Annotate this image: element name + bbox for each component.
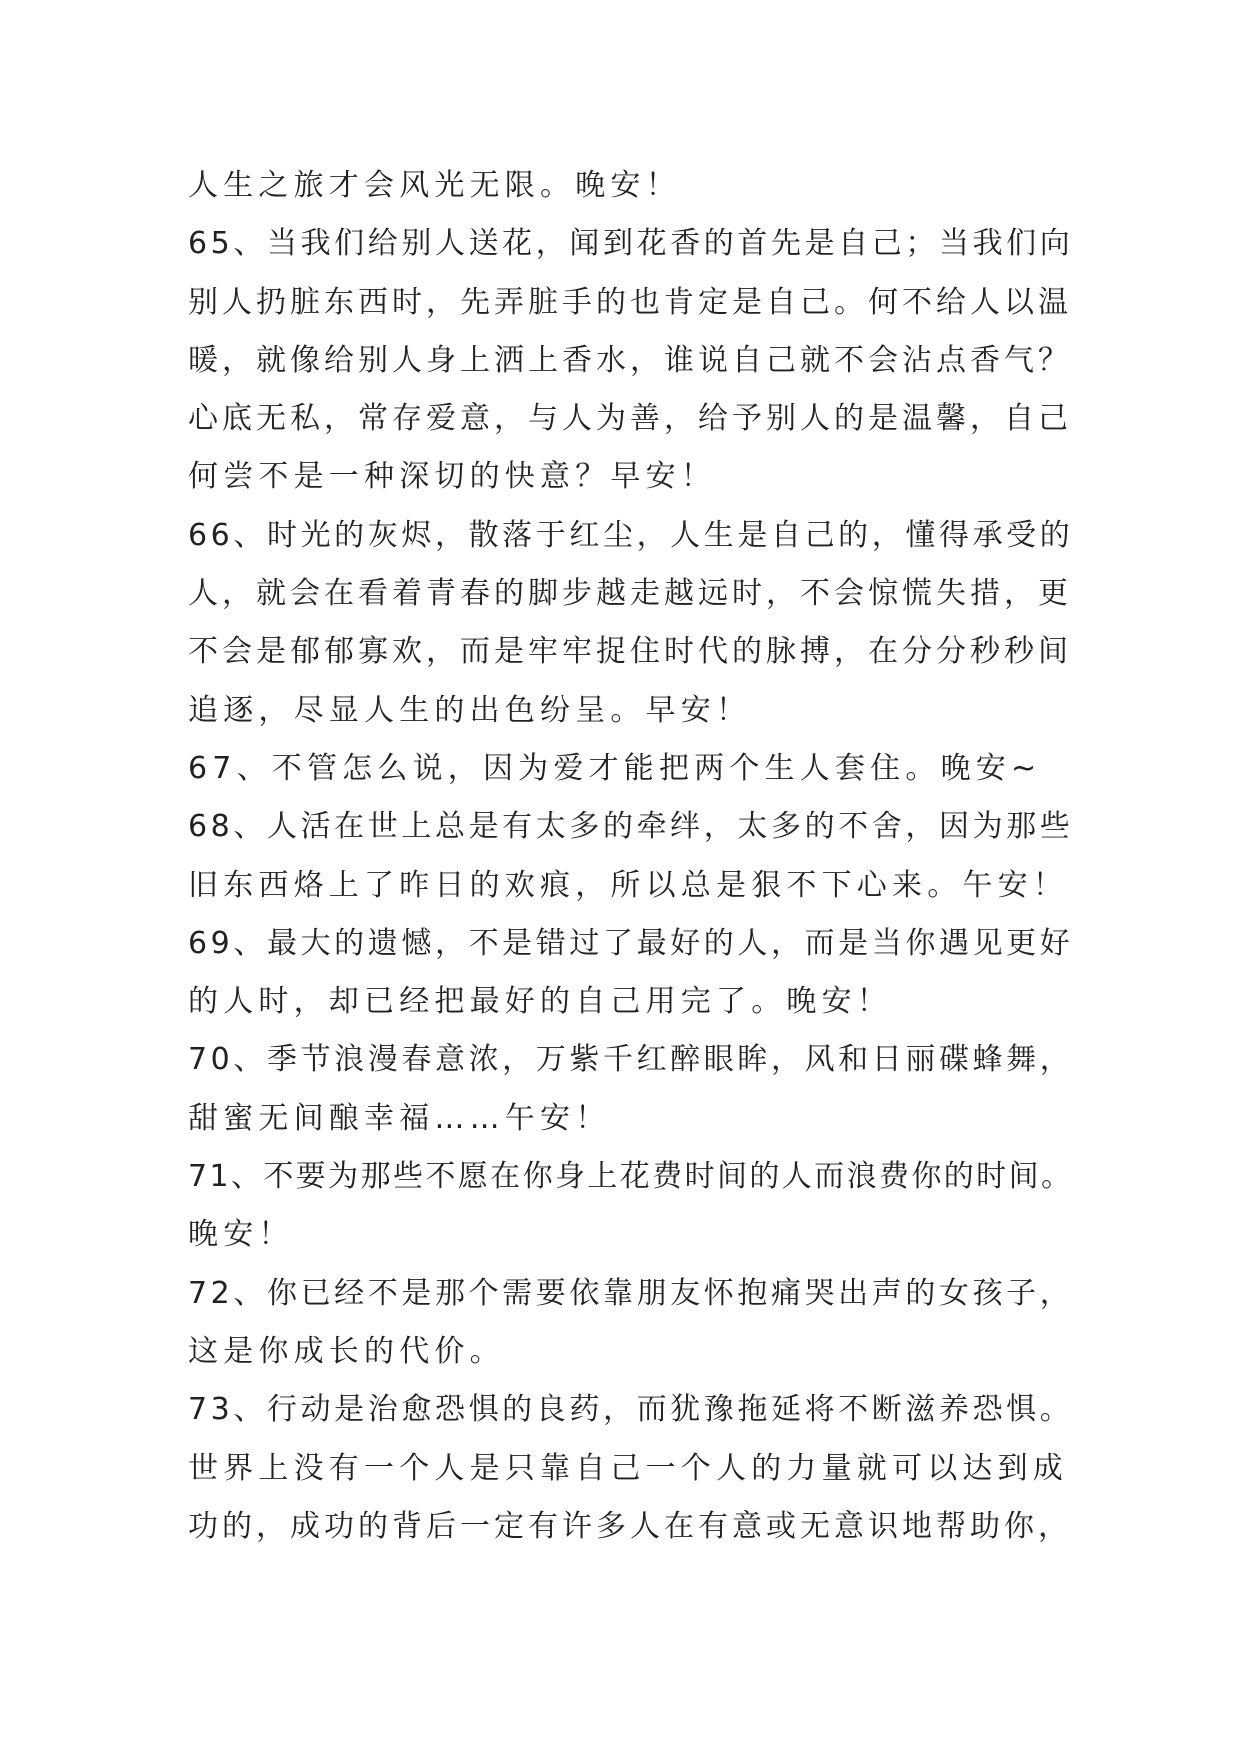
- text-line: 何尝不是一种深切的快意？早安！: [188, 459, 716, 495]
- text-line: 人生之旅才会风光无限。晚安！: [188, 168, 681, 203]
- text-line: 世界上没有一个人是只靠自己一个人的力量就可以达到成: [188, 1450, 1068, 1486]
- text-line: 73、行动是治愈恐惧的良药，而犹豫拖延将不断滋养恐惧。: [188, 1392, 1074, 1428]
- text-line: 追逐，尽显人生的出色纷呈。早安！: [188, 692, 752, 728]
- text-line: 69、最大的遗憾，不是错过了最好的人，而是当你遇见更好: [188, 925, 1074, 961]
- text-line: 心底无私，常存爱意，与人为善，给予别人的是温馨，自己: [188, 401, 1072, 437]
- text-line: 72、你已经不是那个需要依靠朋友怀抱痛哭出声的女孩子，: [188, 1275, 1074, 1311]
- text-line: 71、不要为那些不愿在你身上花费时间的人而浪费你的时间。: [188, 1159, 1074, 1195]
- text-line: 旧东西烙上了昨日的欢痕，所以总是狠不下心来。午安！: [188, 867, 1068, 903]
- text-line: 70、季节浪漫春意浓，万紫千红醉眼眸，风和日丽碟蜂舞，: [188, 1042, 1074, 1078]
- body-text: [188, 157, 1078, 1556]
- text-line: 67、不管怎么说，因为爱才能把两个生人套住。晚安~: [188, 750, 1042, 786]
- text-line: 的人时，却已经把最好的自己用完了。晚安！: [188, 984, 892, 1020]
- text-line: 暖，就像给别人身上洒上香水，谁说自己就不会沾点香气？: [188, 342, 1072, 378]
- text-line: 65、当我们给别人送花，闻到花香的首先是自己；当我们向: [188, 226, 1074, 262]
- text-line: 晚安！: [188, 1217, 294, 1253]
- text-line: 不会是郁郁寡欢，而是牢牢捉住时代的脉搏，在分分秒秒间: [188, 634, 1072, 670]
- text-line: 别人扔脏东西时，先弄脏手的也肯定是自己。何不给人以温: [188, 284, 1072, 320]
- text-line: 功的，成功的背后一定有许多人在有意或无意识地帮助你，: [188, 1508, 1072, 1544]
- text-line: 68、人活在世上总是有太多的牵绊，太多的不舍，因为那些: [188, 809, 1074, 845]
- text-line: 66、时光的灰烬，散落于红尘，人生是自己的，懂得承受的: [188, 517, 1074, 553]
- text-line: 人，就会在看着青春的脚步越走越远时，不会惊慌失措，更: [188, 576, 1072, 612]
- text-line: 甜蜜无间酿幸福……午安！: [188, 1100, 611, 1136]
- text-line: 这是你成长的代价。: [188, 1333, 505, 1369]
